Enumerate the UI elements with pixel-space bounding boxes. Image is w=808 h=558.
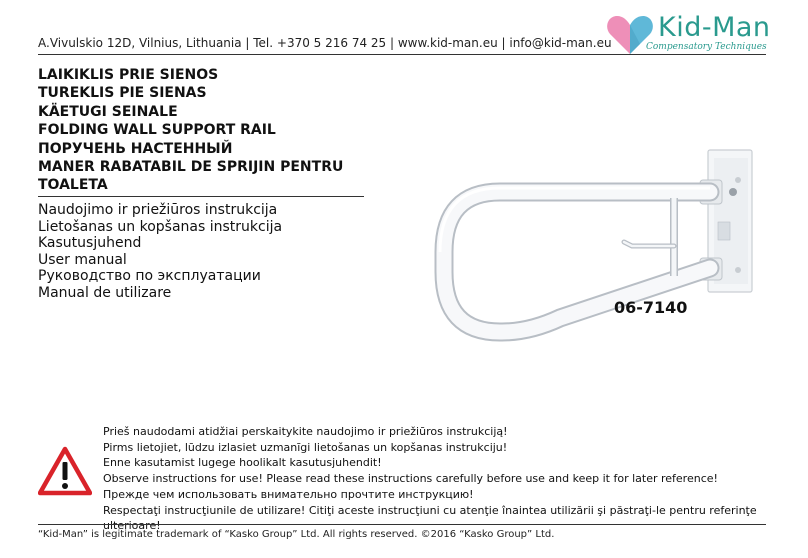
title-lt: LAIKIKLIS PRIE SIENOS [38,67,219,83]
manual-ro: Manual de utilizare [38,284,172,301]
warning-ro: Respectaţi instrucţiunile de utilizare! Citiţi aceste instrucţiuni cu atenţie înaintea utilizării şi păstraţi-le pentru referinţe [103,503,757,517]
title-ro-cont: TOALETA [38,177,108,194]
title-en: FOLDING WALL SUPPORT RAIL [38,122,276,139]
warning-text [103,424,779,534]
warning-en: Observe instructions for use! Please read these instructions carefully before use and keep it for later reference! [103,472,718,486]
manual-titles [38,202,282,302]
footer-divider [38,524,766,525]
warning-ru: Прежде чем использовать внимательно прочтите инструкцию! [103,487,474,501]
warning-triangle-icon [38,446,92,496]
manual-lt: Naudojimo ir priežiūros instrukcija [38,202,278,218]
folding-wall-rail-icon [420,142,760,362]
manual-en: User manual [38,251,127,268]
title-ro: MANER RABATABIL DE SPRIJIN PENTRU [38,159,344,176]
title-et: KÄETUGI SEINALE [38,103,178,120]
title-ru: ПОРУЧЕНЬ НАСТЕННЫЙ [38,140,233,157]
company-address: A.Vivulskio 12D, Vilnius, Lithuania | Tel. +370 5 216 74 25 | www.kid-man.eu | info@kid-man.eu [38,36,612,50]
kid-man-logo [606,14,776,56]
title-divider [38,196,364,197]
product-code: 06-7140 [614,298,688,317]
manual-et: Kasutusjuhend [38,235,142,252]
manual-ru: Руководство по эксплуатации [38,268,261,285]
logo-wordmark: Kid-Man [658,12,771,43]
warning-lt: Prieš naudodami atidžiai perskaitykite naudojimo ir priežiūros instrukciją! [103,425,508,438]
warning-et: Enne kasutamist lugege hoolikalt kasutusjuhendit! [103,456,382,470]
manual-lv: Lietošanas un kopšanas instrukcija [38,218,283,235]
title-lv: TUREKLIS PIE SIENAS [38,85,207,102]
trademark-footer: “Kid-Man” is legitimate trademark of “Kasko Group” Ltd. All rights reserved. ©2016 “Kasko Group” Ltd. [38,529,555,540]
product-titles [38,66,343,195]
logo-tagline: Compensatory Techniques [646,42,767,52]
warning-lv: Pirms lietojiet, lūdzu izlasiet uzmanīgi lietošanas un kopšanas instrukciju! [103,440,508,454]
warning-ro-cont: ulterioare! [103,519,161,533]
